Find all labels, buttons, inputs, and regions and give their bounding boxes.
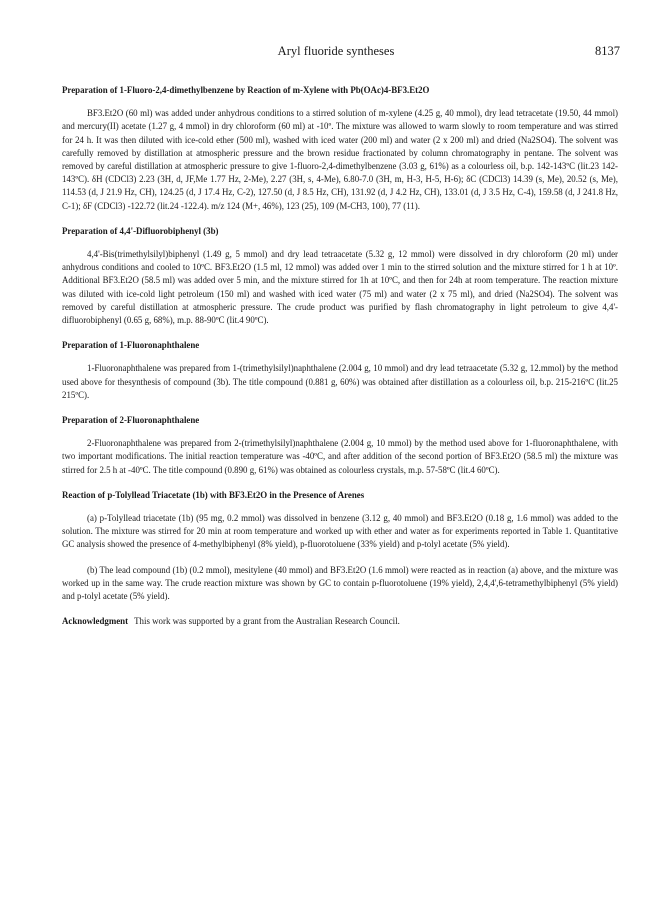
running-title: Aryl fluoride syntheses bbox=[277, 44, 395, 58]
section-heading: Preparation of 2-Fluoronaphthalene bbox=[62, 415, 200, 426]
acknowledgment bbox=[62, 615, 618, 628]
paragraph: BF3.Et2O (60 ml) was added under anhydrous conditions to a stirred solution of m-xylene (4.25 g, 40 mmol), dry lead tetracetate (19.50, 44 mmol) and mercury(II) acetate (1.27 g, 4 mmol) in dry chloroform (60 ml) at -10º. The mixture was allowed to warm slowly to room temperature and was stirred for 24 h. It was then diluted with ice-cold ether (500 ml), washed with iced water (200 ml) and water (2 x 200 ml) and dried (Na2SO4). The solvent was carefully removed by distillation at atmospheric pressure and the brown residue fractionated by column chromatography in pentane. The solvent was removed by careful distillation at atmospheric pressure to give 1-fluoro-2,4-dimethylbenzene (3.03 g, 61%) as a colourless oil, b.p. 142-143ºC (lit.23 142-143ºC). δH (CDCl3) 2.23 (3H, d, JF,Me 1.77 Hz, 2-Me), 2.27 (3H, s, 4-Me), 6.80-7.0 (3H, m, H-3, H-5, H-6); δC (CDCl3) 14.39 (s, Me), 20.52 (s, Me), 114.53 (d, J 21.9 Hz, CH), 124.25 (d, J 17.4 Hz, C-2), 127.50 (d, J 8.5 Hz, CH), 131.92 (d, J 4.2 Hz, CH), 133.01 (d, J 3.5 Hz, C-4), 159.58 (d, J 241.8 Hz, C-1); δF (CDCl3) -122.72 (lit.24 -122.4). m/z 124 (M+, 46%), 123 (25), 109 (M-CH3, 100), 77 (11). bbox=[62, 108, 618, 211]
paragraph: 4,4'-Bis(trimethylsilyl)biphenyl (1.49 g, 5 mmol) and dry lead tetraacetate (5.32 g, 12 mmol) were dissolved in dry chloroform (20 ml) under anhydrous conditions and cooled to 10ºC. BF3.Et2O (1.5 ml, 12 mmol) was added over 1 min to the stirred solution and the mixture stirred for 1 h at 10º. Additional BF3.Et2O (58.5 ml) was added over 5 min, and the mixture stirred for 1h at 10ºC, and then for 24h at room temperature. The reaction mixture was diluted with ice-cold light petroleum (150 ml) and washed with iced water (75 ml) and water (2 x 75 ml), and dried (Na2SO4). The solvent was removed by careful distillation at atmospheric pressure. The crude product was purified by flash chromatography in light petroleum to give 4,4'-difluorobiphenyl (0.65 g, 68%), m.p. 88-90ºC (lit.4 90ºC). bbox=[62, 249, 618, 326]
paragraph: (a) p-Tolyllead triacetate (1b) (95 mg, 0.2 mmol) was dissolved in benzene (3.12 g, 40 mmol) and BF3.Et2O (0.18 g, 1.6 mmol) was added to the solution. The mixture was stirred for 20 min at room temperature and worked up with ether and water as for experiments reported in Table 1. Quantitative GC analysis showed the presence of 4-methylbiphenyl (8% yield), p-fluorotoluene (33% yield) and p-tolyl acetate (5% yield). bbox=[62, 513, 618, 550]
paragraph: 1-Fluoronaphthalene was prepared from 1-(trimethylsilyl)naphthalene (2.004 g, 10 mmol) and dry lead tetraacetate (5.32 g, 12.mmol) by the method used above for thesynthesis of compound (3b). The title compound (0.881 g, 60%) was obtained after distillation as a colourless oil, b.p. 215-216ºC (lit.25 215ºC). bbox=[62, 363, 618, 400]
section-fluoro-dimethylbenzene bbox=[62, 84, 618, 213]
section-heading: Preparation of 1-Fluoro-2,4-dimethylbenzene by Reaction of m-Xylene with Pb(OAc)4-BF3.Et2O bbox=[62, 85, 430, 95]
paragraph: (b) The lead compound (1b) (0.2 mmol), mesitylene (40 mmol) and BF3.Et2O (1.6 mmol) were reacted as in reaction (a) above, and the mixture was worked up in the same way. The crude reaction mixture was shown by GC to contain p-fluorotoluene (19% yield), 2,4,4',6-tetramethylbiphenyl (5% yield) and p-tolyl acetate (5% yield). bbox=[62, 564, 618, 602]
section-tolyllead-reaction bbox=[62, 489, 618, 603]
article-body bbox=[62, 84, 618, 629]
page-number: 8137 bbox=[595, 44, 620, 58]
section-heading: Preparation of 4,4'-Difluorobiphenyl (3b) bbox=[62, 225, 219, 236]
acknowledgment-text: This work was supported by a grant from the Australian Research Council. bbox=[134, 616, 400, 627]
section-2-fluoronaphthalene bbox=[62, 414, 618, 477]
section-heading: Reaction of p-Tolyllead Triacetate (1b) with BF3.Et2O in the Presence of Arenes bbox=[62, 489, 365, 500]
acknowledgment-label: Acknowledgment bbox=[62, 616, 129, 627]
section-1-fluoronaphthalene bbox=[62, 339, 618, 402]
section-heading: Preparation of 1-Fluoronaphthalene bbox=[62, 340, 200, 351]
section-difluorobiphenyl bbox=[62, 225, 618, 327]
paragraph: 2-Fluoronaphthalene was prepared from 2-(trimethylsilyl)naphthalene (2.004 g, 10 mmol) by the method used above for 1-fluoronaphthalene, with two important modifications. The initial reaction temperature was -40ºC, and after addition of the second portion of BF3.Et2O (58.5 ml) the mixture was stirred for 2.5 h at -40ºC. The title compound (0.890 g, 61%) was obtained as colourless crystals, m.p. 57-58ºC (lit.4 60ºC). bbox=[62, 438, 618, 475]
